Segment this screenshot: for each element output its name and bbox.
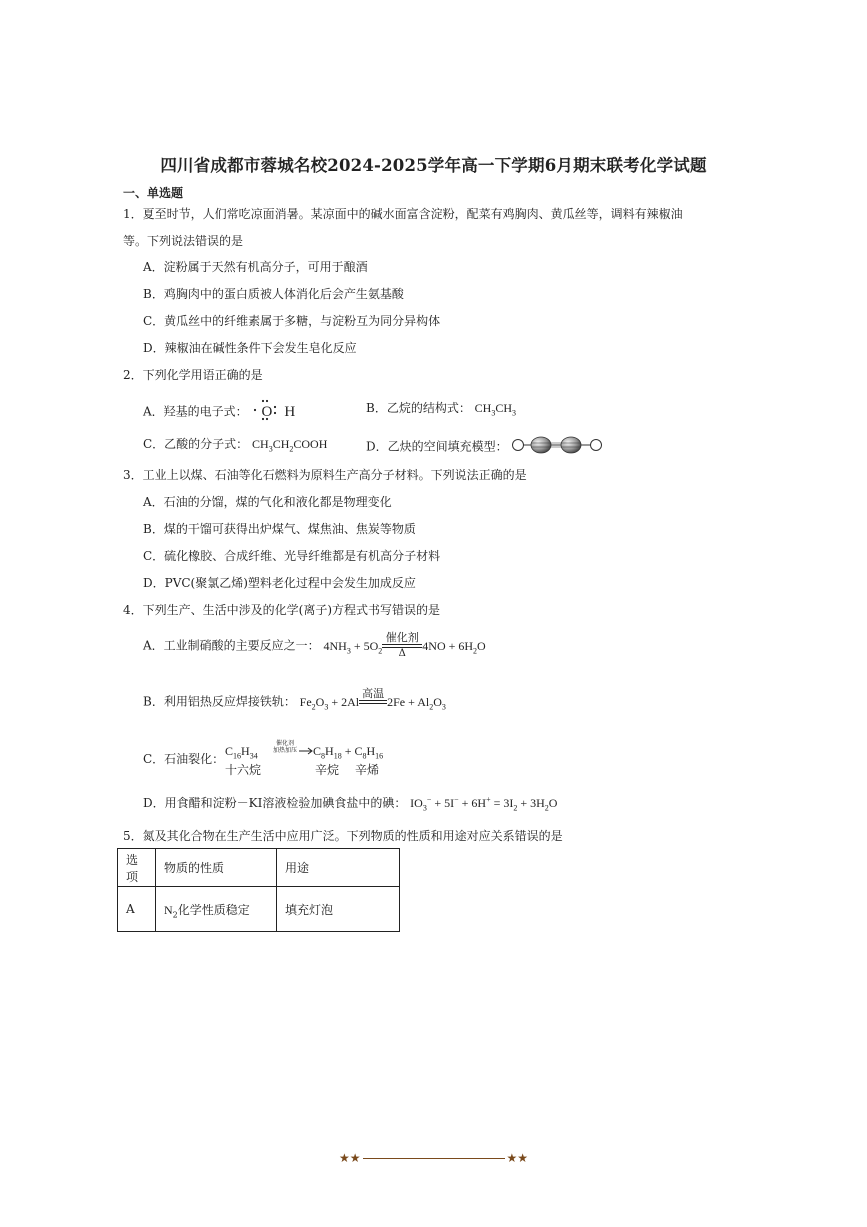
q5-stem: 5．氮及其化合物在生产生活中应用广泛。下列物质的性质和用途对应关系错误的是 — [123, 829, 563, 843]
q2-option-d-label: D．乙炔的空间填充模型： — [366, 439, 508, 454]
page-footer — [0, 1151, 867, 1165]
q2-option-c — [143, 436, 327, 452]
q1-option-c: C．黄瓜丝中的纤维素属于多糖，与淀粉互为同分异构体 — [143, 314, 441, 328]
cracking-condition: 催化剂 加热加压 — [272, 740, 297, 754]
q1-option-b: B．鸡胸肉中的蛋白质被人体消化后会产生氨基酸 — [143, 287, 404, 301]
q1-option-d: D．辣椒油在碱性条件下会发生皂化反应 — [143, 341, 357, 355]
q3-option-a: A．石油的分馏，煤的气化和液化都是物理变化 — [143, 495, 392, 509]
q1-stem-line2: 等。下列说法错误的是 — [123, 234, 244, 248]
q4-option-a-label: A．工业制硝酸的主要反应之一： — [143, 638, 320, 653]
right-arrow-icon — [299, 747, 313, 755]
ethane-formula: $CH_3CH_3$ — [474, 401, 516, 418]
q3-option-b: B．煤的干馏可获得出炉煤气、煤焦油、焦炭等物质 — [143, 522, 416, 536]
table-header-row — [118, 849, 400, 887]
iodate-equation: $IO_3^- + 5I^- + 6H^+ = 3I_2 + 3H_2O$ — [410, 795, 558, 813]
thermite-equation: $Fe_2O_3 + 2Al$ — [299, 694, 360, 711]
q4-option-b-label: B．利用铝热反应焊接铁轨： — [143, 694, 296, 709]
q4-option-a: A．工业制硝酸的主要反应之一： $4NH_3 + 5O_2$ 催化剂 Δ $4NO + 6H_2O$ — [143, 631, 486, 659]
row-property: $N_2$化学性质稳定 — [156, 887, 277, 932]
q2-option-c-label: C．乙酸的分子式： — [143, 437, 249, 451]
cracking-reactant: $C_{16}H_{34}$ — [225, 744, 258, 761]
footer-stars-left: ★★ — [338, 1151, 361, 1165]
q3-option-d: D．PVC(聚氯乙烯)塑料老化过程中会发生加成反应 — [143, 576, 416, 590]
catalyst-heat-condition: 催化剂 Δ — [382, 632, 422, 659]
q2-option-b — [366, 400, 516, 416]
property-use-table — [117, 848, 400, 932]
q4-option-d — [143, 795, 557, 811]
octane-name: 辛烷 — [315, 763, 340, 777]
q2-option-b-label: B．乙烷的结构式： — [366, 401, 471, 415]
header-use: 用途 — [277, 849, 400, 887]
acetylene-model-icon — [511, 436, 605, 454]
q2-option-a-label: A．羟基的电子式： — [143, 404, 248, 419]
q1-stem-line1: 1．夏至时节，人们常吃凉面消暑。某凉面中的碱水面富含淀粉，配菜有鸡胸肉、黄瓜丝等，调料有辣椒油 — [123, 207, 683, 221]
row-option: A — [118, 887, 156, 932]
section-heading: 一、单选题 — [123, 186, 184, 200]
q2-option-a — [143, 398, 317, 426]
page-title: 四川省成都市蓉城名校2024-2025学年高一下学期6月期末联考化学试题 — [160, 156, 707, 175]
acetylene-space-filling-model — [511, 436, 605, 458]
cracking-products: $C_8H_{18} + C_8H_{16}$ — [313, 744, 384, 761]
acetic-acid-formula: $CH_3CH_2COOH$ — [252, 437, 328, 454]
high-temp-condition: 高温 — [359, 688, 387, 715]
q4-option-c-label: C．石油裂化： — [143, 752, 225, 766]
header-option: 选项 — [118, 849, 156, 887]
header-property: 物质的性质 — [156, 849, 277, 887]
q3-stem: 3．工业上以煤、石油等化石燃料为原料生产高分子材料。下列说法正确的是 — [123, 468, 527, 482]
footer-stars-right: ★★ — [506, 1151, 529, 1165]
q2-stem: 2．下列化学用语正确的是 — [123, 368, 263, 382]
q4-stem: 4．下列生产、生活中涉及的化学(离子)方程式书写错误的是 — [123, 603, 441, 617]
octene-name: 辛烯 — [355, 763, 380, 777]
table-row — [118, 887, 400, 932]
q4-option-d-label: D．用食醋和淀粉－KI溶液检验加碘食盐中的碘： — [143, 796, 407, 810]
lewis-hydrogen: H — [284, 403, 296, 420]
footer-divider — [363, 1158, 505, 1159]
row-use: 填充灯泡 — [277, 887, 400, 932]
q3-option-c: C．硫化橡胶、合成纤维、光导纤维都是有机高分子材料 — [143, 549, 441, 563]
nitric-acid-equation: $4NH_3 + 5O_2$ — [323, 638, 383, 655]
lewis-oxygen: O — [261, 403, 273, 420]
q2-option-d — [366, 436, 605, 458]
q4-option-b: B．利用铝热反应焊接铁轨： $Fe_2O_3 + 2Al$ 高温 $2Fe + Al_2O_3$ — [143, 688, 446, 715]
q1-option-a: A．淀粉属于天然有机高分子，可用于酿酒 — [143, 260, 368, 274]
hexadecane-name: 十六烷 — [225, 763, 262, 777]
